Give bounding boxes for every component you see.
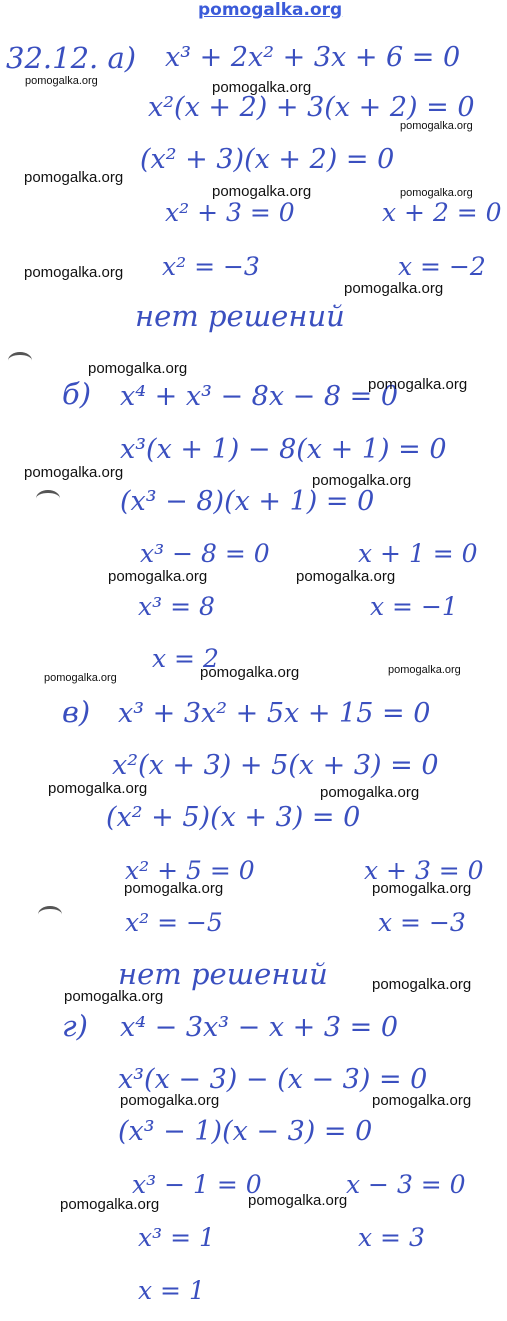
equation-line: x − 3 = 0 [346, 1170, 466, 1199]
equation-line: x² = −3 [162, 252, 260, 281]
equation-line: x + 2 = 0 [382, 198, 502, 227]
site-header-link[interactable]: pomogalka.org [198, 0, 343, 20]
part-label: в) [62, 695, 91, 729]
watermark: pomogalka.org [124, 880, 224, 897]
watermark: pomogalka.org [25, 75, 98, 87]
equation-line: x⁴ − 3x³ − x + 3 = 0 [120, 1012, 399, 1043]
watermark: pomogalka.org [60, 1196, 160, 1213]
equation-line: x² = −5 [125, 908, 223, 937]
watermark: pomogalka.org [48, 780, 148, 797]
watermark: pomogalka.org [296, 568, 396, 585]
problem-number: 32.12. а) [6, 41, 137, 75]
equation-line: x = −3 [378, 908, 466, 937]
equation-line: x³ = 8 [138, 592, 215, 621]
equation-line: x²(x + 2) + 3(x + 2) = 0 [148, 92, 475, 123]
watermark: pomogalka.org [400, 187, 473, 199]
watermark: pomogalka.org [64, 988, 164, 1005]
equation-line: x = 1 [138, 1276, 205, 1305]
watermark: pomogalka.org [400, 120, 473, 132]
no-solutions-note: нет решений [118, 957, 328, 991]
equation-line: x = 2 [152, 644, 219, 673]
watermark: pomogalka.org [88, 360, 188, 377]
equation-line: (x² + 3)(x + 2) = 0 [140, 144, 395, 175]
watermark: pomogalka.org [212, 79, 312, 96]
page-mark [8, 352, 32, 369]
watermark: pomogalka.org [320, 784, 420, 801]
watermark: pomogalka.org [368, 376, 468, 393]
part-label: б) [62, 377, 92, 411]
equation-line: (x³ − 1)(x − 3) = 0 [118, 1116, 373, 1147]
equation-line: x³ + 3x² + 5x + 15 = 0 [118, 698, 431, 729]
watermark: pomogalka.org [372, 1092, 472, 1109]
watermark: pomogalka.org [24, 464, 124, 481]
equation-line: x³ + 2x² + 3x + 6 = 0 [165, 42, 461, 73]
equation-line: (x² + 5)(x + 3) = 0 [106, 802, 361, 833]
page-mark [38, 906, 62, 923]
watermark: pomogalka.org [372, 976, 472, 993]
page-mark [36, 490, 60, 507]
equation-line: x² + 5 = 0 [125, 856, 255, 885]
watermark: pomogalka.org [312, 472, 412, 489]
equation-line: x³(x − 3) − (x − 3) = 0 [118, 1064, 428, 1095]
equation-line: x + 3 = 0 [364, 856, 484, 885]
watermark: pomogalka.org [24, 169, 124, 186]
watermark: pomogalka.org [200, 664, 300, 681]
watermark: pomogalka.org [344, 280, 444, 297]
watermark: pomogalka.org [44, 672, 117, 684]
equation-line: x = −2 [398, 252, 486, 281]
equation-line: x³(x + 1) − 8(x + 1) = 0 [120, 434, 447, 465]
equation-line: x = −1 [370, 592, 458, 621]
equation-line: x³ − 1 = 0 [132, 1170, 262, 1199]
equation-line: x⁴ + x³ − 8x − 8 = 0 [120, 381, 399, 412]
equation-line: x²(x + 3) + 5(x + 3) = 0 [112, 750, 439, 781]
watermark: pomogalka.org [24, 264, 124, 281]
watermark: pomogalka.org [108, 568, 208, 585]
watermark: pomogalka.org [248, 1192, 348, 1209]
part-label: г) [62, 1009, 88, 1043]
equation-line: x² + 3 = 0 [165, 198, 295, 227]
watermark: pomogalka.org [212, 183, 312, 200]
equation-line: x³ − 8 = 0 [140, 539, 270, 568]
watermark: pomogalka.org [372, 880, 472, 897]
equation-line: x = 3 [358, 1223, 425, 1252]
equation-line: x³ = 1 [138, 1223, 215, 1252]
watermark: pomogalka.org [120, 1092, 220, 1109]
no-solutions-note: нет решений [135, 299, 345, 333]
watermark: pomogalka.org [388, 664, 461, 676]
equation-line: (x³ − 8)(x + 1) = 0 [120, 486, 375, 517]
equation-line: x + 1 = 0 [358, 539, 478, 568]
